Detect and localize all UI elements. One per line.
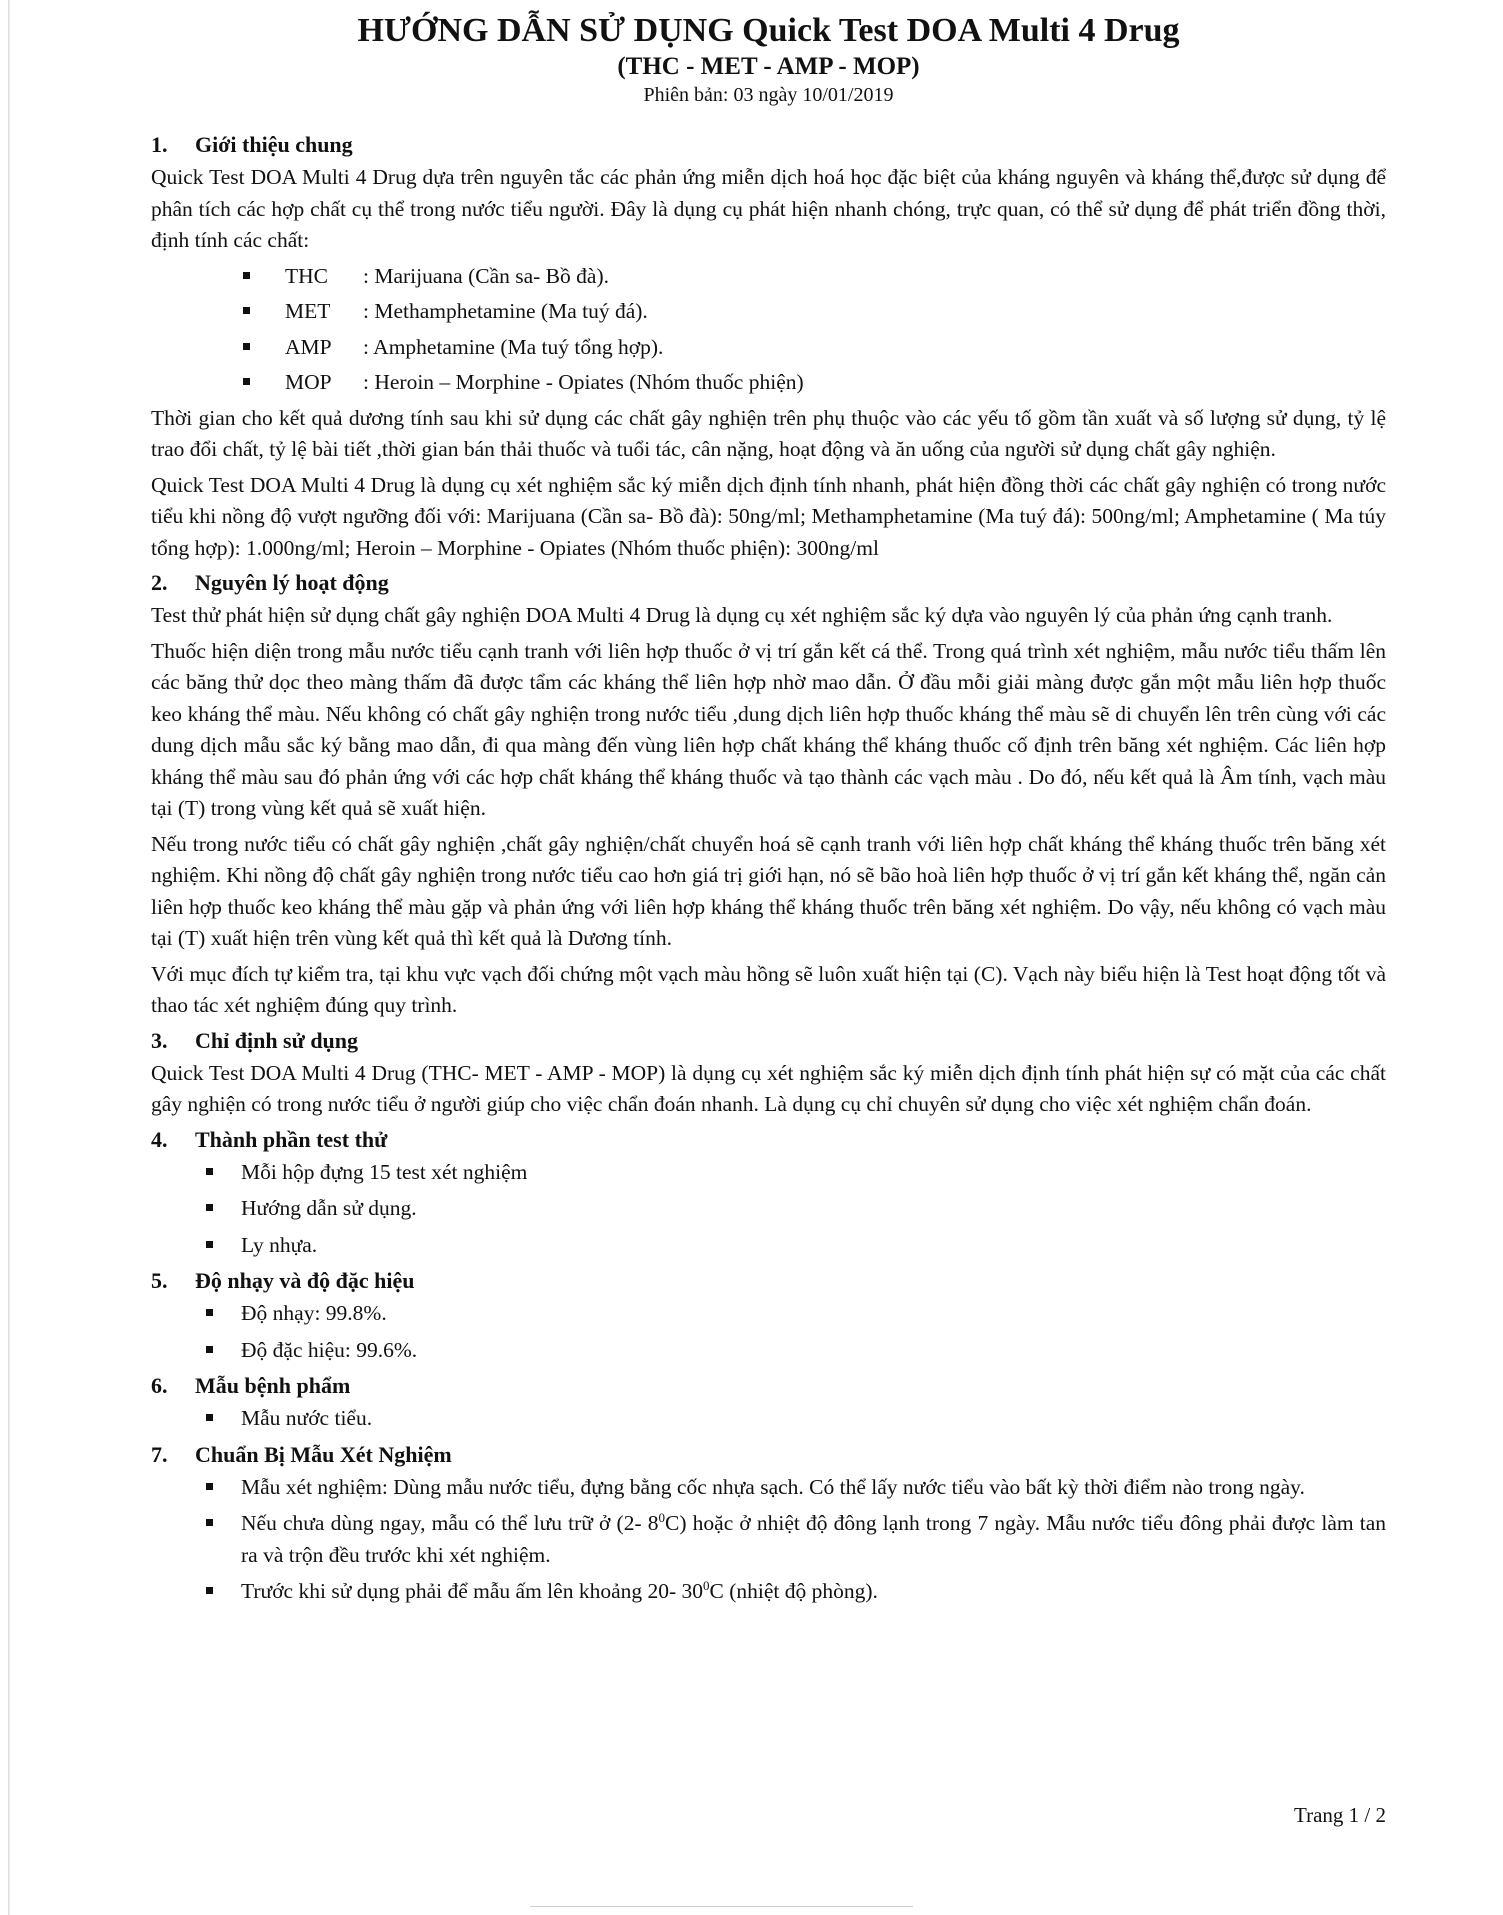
- bullet-icon: [206, 1309, 213, 1316]
- section-heading-6: [151, 1371, 1386, 1401]
- sensitivity-list: [151, 1298, 1386, 1366]
- bullet-icon: [206, 1168, 213, 1175]
- section-heading-4: [151, 1125, 1386, 1155]
- document-subtitle: (THC - MET - AMP - MOP): [617, 53, 920, 80]
- section-heading-1: [151, 130, 1386, 160]
- section-title: Thành phần test thử: [195, 1126, 388, 1152]
- section-heading-5: [151, 1266, 1386, 1296]
- section-heading-7: [151, 1440, 1386, 1470]
- degree-superscript: 0: [658, 1509, 666, 1525]
- bullet-icon: [206, 1519, 213, 1526]
- document-content: [151, 10, 1386, 1613]
- list-item: [151, 1403, 1386, 1435]
- section-heading-2: [151, 568, 1386, 598]
- list-item: [151, 332, 1386, 364]
- section-number: 2.: [151, 570, 168, 595]
- list-item: [151, 1508, 1386, 1571]
- section-title: Chuẩn Bị Mẫu Xét Nghiệm: [195, 1441, 452, 1467]
- document-version: Phiên bản: 03 ngày 10/01/2019: [643, 84, 894, 106]
- bullet-icon: [206, 1241, 213, 1248]
- paragraph: Với mục đích tự kiểm tra, tại khu vực vạch đối chứng một vạch màu hồng sẽ luôn xuất hiện tại (C). Vạch này biểu hiện là Test hoạt động tốt và thao tác xét nghiệm đúng quy trình.: [151, 961, 1386, 1017]
- paragraph: Quick Test DOA Multi 4 Drug là dụng cụ xét nghiệm sắc ký miễn dịch định tính nhanh, phát hiện đồng thời các chất gây nghiện có trong nước tiểu khi nồng độ vượt ngưỡng đối với: Marijuana (Cần sa- Bồ đà): 50ng/ml; Methamphetamine (Ma tuý đá): 500ng/ml; Amphetamine ( Ma túy tổng hợp): 1.000ng/ml; Heroin – Morphine - Opiates (Nhóm thuốc phiện): 300ng/ml: [151, 472, 1386, 560]
- paragraph: Thuốc hiện diện trong mẫu nước tiểu cạnh tranh với liên hợp thuốc ở vị trí gắn kết cá thể. Trong quá trình xét nghiệm, mẫu nước tiểu thấm lên các băng thử dọc theo màng thấm đã được tẩm các kháng thể liên hợp nhờ mao dẫn. Ở đầu mỗi giải màng được gắn một mẫu liên hợp thuốc keo kháng thể màu. Nếu không có chất gây nghiện trong nước tiểu ,dung dịch liên hợp thuốc kháng thể màu sẽ di chuyển lên trên cùng với các dung dịch mẫu sắc ký bằng mao dẫn, đi qua màng đến vùng liên hợp chất kháng thể kháng thuốc cố định trên băng xét nghiệm. Các liên hợp kháng thể màu sau đó phản ứng với các hợp chất kháng thể kháng thuốc và tạo thành các vạch màu . Do đó, nếu kết quả là Âm tính, vạch màu tại (T) trong vùng kết quả sẽ xuất hiện.: [151, 638, 1386, 820]
- paragraph: Quick Test DOA Multi 4 Drug dựa trên nguyên tắc các phản ứng miễn dịch hoá học đặc biệt của kháng nguyên và kháng thể,được sử dụng để phân tích các hợp chất cụ thể trong nước tiểu người. Đây là dụng cụ phát hiện nhanh chóng, trực quan, có thể sử dụng để phát triển đồng thời, định tính các chất:: [151, 165, 1386, 252]
- section-number: 7.: [151, 1441, 168, 1467]
- drug-description: : Marijuana (Cần sa- Bồ đà).: [363, 263, 609, 288]
- specimen-preparation-list: [151, 1472, 1386, 1608]
- section-number: 5.: [151, 1268, 168, 1293]
- section-number: 1.: [151, 132, 168, 157]
- kit-components-list: [151, 1157, 1386, 1262]
- page-edge-shadow: [8, 0, 10, 1915]
- bullet-icon: [206, 1204, 213, 1211]
- bullet-icon: [243, 378, 250, 385]
- section-heading-3: [151, 1026, 1386, 1056]
- paragraph: Nếu trong nước tiểu có chất gây nghiện ,chất gây nghiện/chất chuyển hoá sẽ cạnh tranh với liên hợp chất kháng thể kháng thuốc trên băng xét nghiệm. Khi nồng độ chất gây nghiện trong nước tiểu cao hơn giá trị giới hạn, nó sẽ bão hoà liên hợp thuốc ở vị trí gắn kết kháng thể, ngăn cản liên hợp thuốc keo kháng thể màu gặp và phản ứng với liên hợp kháng thể kháng thuốc trên băng xét nghiệm. Do vậy, nếu không có vạch màu tại (T) xuất hiện trên vùng kết quả thì kết quả là Dương tính.: [151, 831, 1386, 950]
- list-item-text: Ly nhựa.: [241, 1232, 318, 1257]
- list-item-text: Mẫu xét nghiệm: Dùng mẫu nước tiểu, đựng bằng cốc nhựa sạch. Có thể lấy nước tiểu vào bất kỳ thời điểm nào trong ngày.: [241, 1474, 1305, 1499]
- degree-superscript: 0: [703, 1577, 710, 1593]
- list-item-text: Độ đặc hiệu: 99.6%.: [241, 1337, 418, 1362]
- drug-abbreviation: MOP: [285, 370, 332, 394]
- list-item-text: Nếu chưa dùng ngay, mẫu có thể lưu trữ ở (2- 8: [241, 1511, 659, 1535]
- paragraph: Quick Test DOA Multi 4 Drug (THC- MET - AMP - MOP) là dụng cụ xét nghiệm sắc ký miễn dịch định tính phát hiện sự có mặt của các chất gây nghiện có trong nước tiểu ở người giúp cho việc chẩn đoán nhanh. Là dụng cụ chỉ chuyên sử dụng cho việc xét nghiệm chẩn đoán.: [151, 1060, 1386, 1116]
- list-item-text: Hướng dẫn sử dụng.: [241, 1196, 417, 1220]
- list-item-text: Độ nhạy: 99.8%.: [241, 1301, 387, 1325]
- drug-abbreviation: AMP: [285, 334, 332, 359]
- list-item: [151, 1157, 1386, 1189]
- bullet-icon: [206, 1346, 213, 1353]
- bullet-icon: [243, 272, 250, 279]
- page-number: Trang 1 / 2: [1294, 1803, 1386, 1827]
- section-number: 4.: [151, 1126, 168, 1152]
- bullet-icon: [206, 1414, 213, 1421]
- paragraph: Thời gian cho kết quả dương tính sau khi sử dụng các chất gây nghiện trên phụ thuộc vào các yếu tố gồm tần xuất và số lượng sử dụng, tỷ lệ trao đổi chất, tỷ lệ bài tiết ,thời gian bán thải thuốc và tuổi tác, cân nặng, hoạt động và ăn uống của người sử dụng chất gây nghiện.: [151, 405, 1386, 461]
- bottom-divider: [530, 1906, 913, 1907]
- section-title: Mẫu bệnh phẩm: [195, 1373, 351, 1398]
- bullet-icon: [206, 1587, 213, 1594]
- specimen-list: [151, 1403, 1386, 1435]
- drug-description: : Heroin – Morphine - Opiates (Nhóm thuốc phiện): [363, 370, 804, 394]
- section-title: Độ nhạy và độ đặc hiệu: [195, 1268, 415, 1293]
- bullet-icon: [206, 1483, 213, 1490]
- list-item: [151, 1576, 1386, 1608]
- section-title: Giới thiệu chung: [195, 132, 353, 157]
- drug-description: : Methamphetamine (Ma tuý đá).: [363, 299, 648, 323]
- list-item: [151, 296, 1386, 328]
- drug-abbreviation: THC: [285, 263, 328, 288]
- list-item-text: Mẫu nước tiểu.: [241, 1406, 373, 1430]
- drug-abbreviation: MET: [285, 299, 331, 323]
- list-item-text: Trước khi sử dụng phải để mẫu ấm lên khoảng 20- 30: [241, 1579, 704, 1603]
- paragraph: Test thử phát hiện sử dụng chất gây nghiện DOA Multi 4 Drug là dụng cụ xét nghiệm sắc ký dựa vào nguyên lý của phản ứng cạnh tranh.: [151, 603, 1333, 627]
- list-item: [151, 1298, 1386, 1330]
- list-item: [151, 1335, 1386, 1367]
- bullet-icon: [243, 343, 250, 350]
- section-number: 6.: [151, 1373, 168, 1398]
- list-item-text: C (nhiệt độ phòng).: [709, 1579, 878, 1603]
- section-number: 3.: [151, 1027, 168, 1053]
- list-item-text: Mỗi hộp đựng 15 test xét nghiệm: [241, 1159, 528, 1184]
- section-title: Chỉ định sử dụng: [195, 1027, 359, 1053]
- list-item: [151, 261, 1386, 293]
- drug-list: [151, 261, 1386, 399]
- list-item: [151, 367, 1386, 399]
- list-item-text: C) hoặc ở nhiệt độ đông lạnh trong 7 ngày. Mẫu nước tiểu đông phải được làm tan ra và trộn đều trước khi xét nghiệm.: [241, 1511, 1386, 1567]
- list-item: [151, 1472, 1386, 1504]
- bullet-icon: [243, 307, 250, 314]
- list-item: [151, 1193, 1386, 1225]
- list-item: [151, 1230, 1386, 1262]
- document-title: HƯỚNG DẪN SỬ DỤNG Quick Test DOA Multi 4 Drug: [357, 12, 1180, 49]
- section-title: Nguyên lý hoạt động: [195, 570, 389, 595]
- drug-description: : Amphetamine (Ma tuý tổng hợp).: [363, 334, 664, 359]
